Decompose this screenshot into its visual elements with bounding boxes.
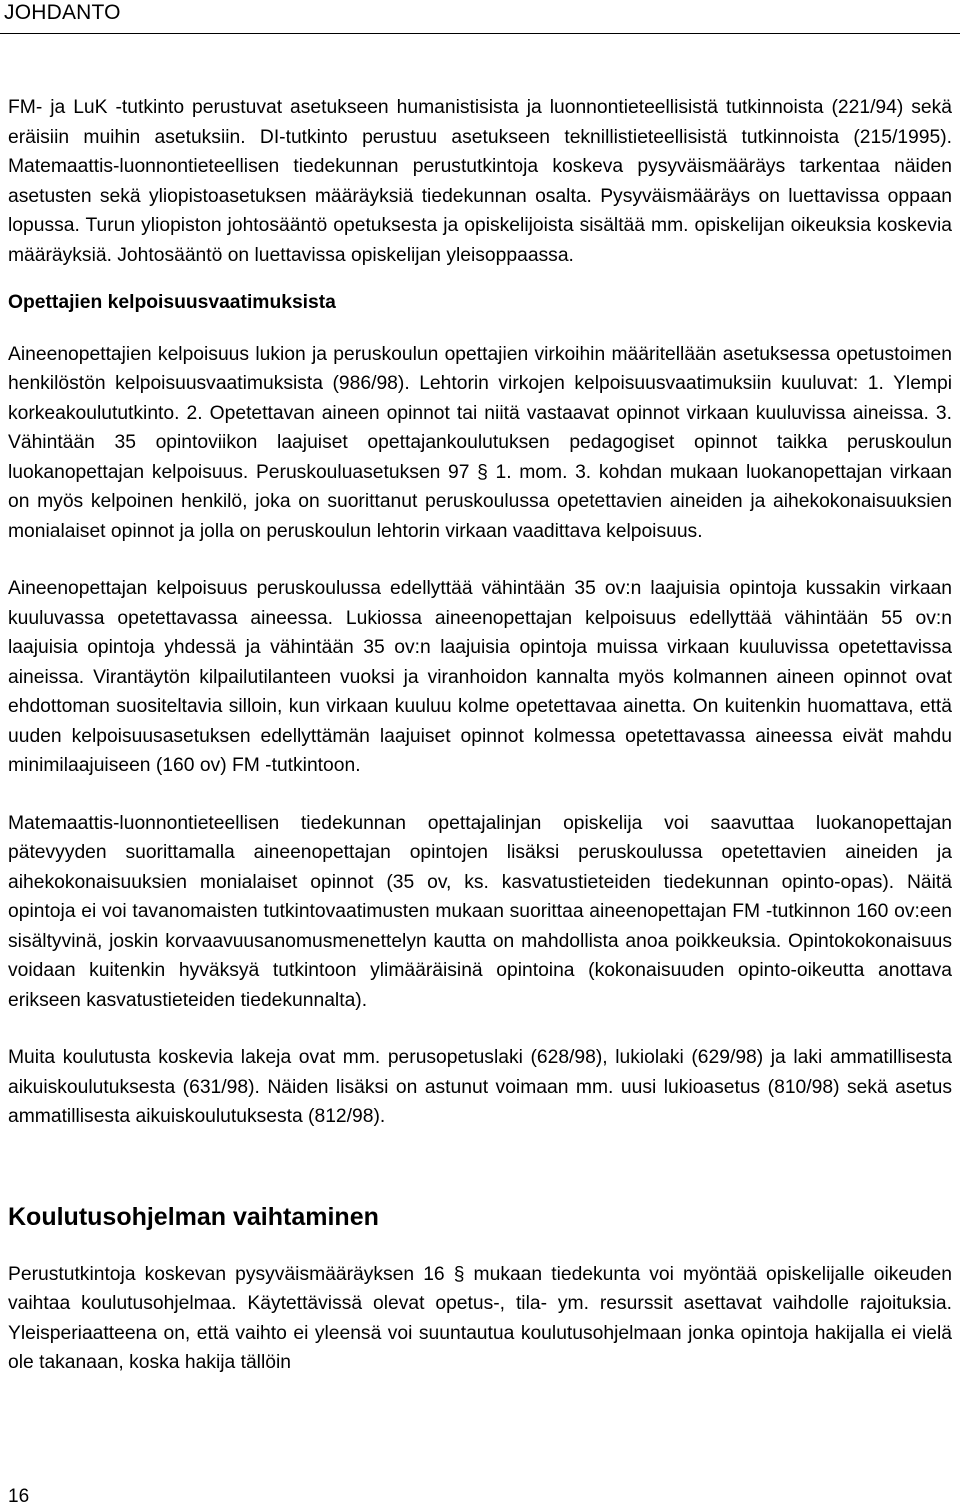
intro-paragraph: FM- ja LuK -tutkinto perustuvat asetukseen humanistisista ja luonnontieteellisistä tutkinnoista (221/94) sekä eräisiin muihin asetuksiin. DI-tutkinto perustuu asetukseen teknillistieteellisistä tutkinnoista (215/1995). Matemaattis-luonnontieteellisen tiedekunnan perustutkintoja koskeva pysyväismääräys tarkentaa näiden asetusten sekä yliopistoasetuksen määräyksiä tiedekunnan osalta. Pysyväismääräys on luettavissa oppaan lopussa. Turun yliopiston johtosääntö opetuksesta ja opiskelijoista sisältää mm. opiskelijan oikeuksia koskevia määräyksiä. Johtosääntö on luettavissa opiskelijan yleisoppaassa. xyxy=(8,97,952,266)
page-header xyxy=(0,0,960,34)
chapter-title: JOHDANTO xyxy=(4,1,121,24)
qualifications-paragraph-1: Aineenopettajien kelpoisuus lukion ja peruskoulun opettajien virkoihin määritellään asetuksessa opetustoimen henkilöstön kelpoisuusvaatimuksista (986/98). Lehtorin virkojen kelpoisuusvaatimuksiin kuuluvat: 1. Ylempi korkeakoulututkinto. 2. Opetettavan aineen opinnot tai niitä vastaavat opinnot virkaan kuuluvissa aineissa. 3. Vähintään 35 opintoviikon laajuiset opettajankoulutuksen pedagogiset opinnot taikka peruskoulun luokanopettajan kelpoisuus. Peruskouluasetuksen 97 § 1. mom. 3. kohdan mukaan luokanopettajan virkaan on myös kelpoinen henkilö, joka on suorittanut peruskoulussa opetettavien aineiden ja aihekokonaisuuksien monialaiset opinnot ja jolla on peruskoulun lehtorin virkaan vaadittava kelpoisuus. xyxy=(8,343,952,542)
document-body xyxy=(8,93,952,1378)
program-change-paragraph: Perustutkintoja koskevan pysyväismääräyksen 16 § mukaan tiedekunta voi myöntää opiskelijalle oikeuden vaihtaa koulutusohjelmaa. Käytettävissä olevat opetus-, tila- ym. resurssit asettavat vaihdolle rajoituksia. Yleisperiaatteena on, että vaihto ei yleensä voi suuntautua koulutusohjelmaan jonka opintoja hakijalla ei vielä ole takanaan, koska hakija tällöin xyxy=(8,1263,952,1373)
program-change-heading: Koulutusohjelman vaihtaminen xyxy=(8,1202,379,1231)
header-divider xyxy=(0,33,960,34)
qualifications-heading: Opettajien kelpoisuusvaatimuksista xyxy=(8,292,336,313)
laws-paragraph: Muita koulutusta koskevia lakeja ovat mm. perusopetuslaki (628/98), lukiolaki (629/98) ja laki ammatillisesta aikuiskoulutuksesta (631/98). Näiden lisäksi on astunut voimaan mm. uusi lukioasetus (810/98) sekä asetus ammatillisesta aikuiskoulutuksesta (812/98). xyxy=(8,1047,952,1127)
page-number: 16 xyxy=(8,1486,30,1507)
qualifications-paragraph-3: Matemaattis-luonnontieteellisen tiedekunnan opettajalinjan opiskelija voi saavuttaa luokanopettajan pätevyyden suorittamalla aineenopettajan opintojen lisäksi peruskoulussa opetettavien aineiden ja aihekokonaisuuksien monialaiset opinnot (35 ov, ks. kasvatustieteiden tiedekunnan opinto-opas). Näitä opintoja ei voi tavanomaisten tutkintovaatimusten mukaan suorittaa aineenopettajan FM -tutkinnon 160 ov:een sisältyvinä, joskin korvaavuusanomusmenettelyn kautta on mahdollista anoa poikkeuksia. Opintokokonaisuus voidaan kuitenkin hyväksyä tutkintoon ylimääräisinä opintoina (kokonaisuuden opinto-oikeutta anottava erikseen kasvatustieteiden tiedekunnalta). xyxy=(8,812,952,1011)
qualifications-paragraph-2: Aineenopettajan kelpoisuus peruskoulussa edellyttää vähintään 35 ov:n laajuisia opintoja kussakin virkaan kuuluvassa opetettavassa aineessa. Lukiossa aineenopettajan kelpoisuus edellyttää vähintään 55 ov:n laajuisia opintoja yhdessä ja vähintään 35 ov:n laajuisia opintoja muissa virkaan kuuluvissa opetettavissa aineissa. Virantäytön kilpailutilanteen vuoksi ja viranhoidon kannalta myös kolmannen aineen opinnot ovat ehdottoman suositeltavia silloin, kun virkaan kuuluu kolme opetettavaa ainetta. On kuitenkin huomattava, että uuden kelpoisuusasetuksen edellyttämän laajuiset opinnot kolmessa opetettavassa aineessa eivät mahdu minimilaajuiseen (160 ov) FM -tutkintoon. xyxy=(8,578,952,776)
